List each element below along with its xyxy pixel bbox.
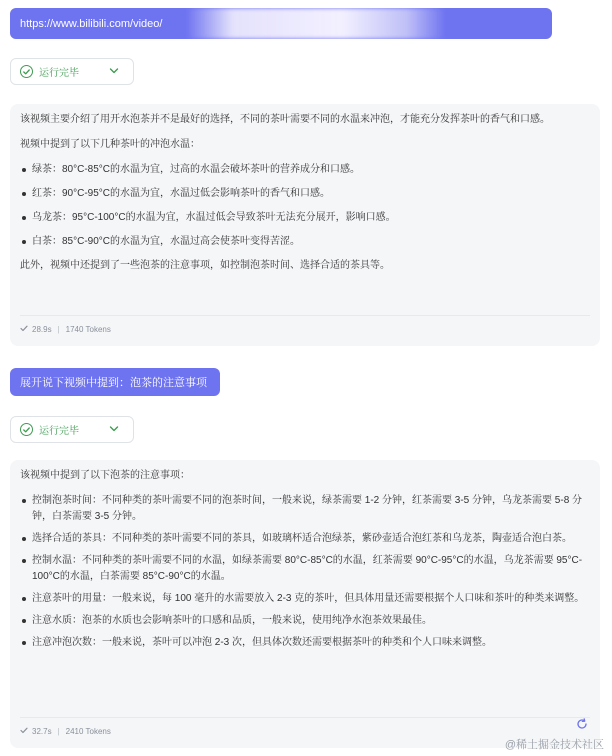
list-item: 注意茶叶的用量：一般来说，每 100 毫升的水需要放入 2-3 克的茶叶，但具体用量还需要根据个人口味和茶叶的种类来调整。 — [20, 591, 590, 607]
chevron-down-icon[interactable] — [109, 67, 119, 78]
assistant-answer — [10, 460, 600, 748]
list-item: 注意冲泡次数：一般来说，茶叶可以冲泡 2-3 次，但具体次数还需要根据茶叶的种类和个人口味来调整。 — [20, 635, 590, 651]
token-count: 1740 Tokens — [65, 325, 111, 334]
list-item: 注意水质：泡茶的水质也会影响茶叶的口感和品质，一般来说，使用纯净水泡茶效果最佳。 — [20, 613, 590, 629]
user-message-text: https://www.bilibili.com/video/ — [20, 17, 163, 30]
divider: | — [57, 325, 60, 334]
answer-intro: 该视频主要介绍了用开水泡茶并不是最好的选择，不同的茶叶需要不同的水温来冲泡，才能充分发挥茶叶的香气和口感。 — [20, 114, 550, 125]
answer-lead: 该视频中提到了以下泡茶的注意事项： — [20, 470, 190, 481]
list-item: 红茶：90°C-95°C的水温为宜，水温过低会影响茶叶的香气和口感。 — [20, 186, 590, 202]
check-circle-icon — [20, 65, 33, 78]
response-time: 28.9s — [32, 325, 52, 334]
run-status-label: 运行完毕 — [39, 68, 79, 79]
list-item: 乌龙茶：95°C-100°C的水温为宜，水温过低会导致茶叶无法充分展开，影响口感。 — [20, 210, 590, 226]
user-message-followup — [10, 368, 220, 396]
chevron-down-icon[interactable] — [109, 425, 119, 436]
assistant-answer — [10, 104, 600, 346]
run-status-label: 运行完毕 — [39, 426, 79, 437]
list-item: 控制泡茶时间：不同种类的茶叶需要不同的泡茶时间，一般来说，绿茶需要 1-2 分钟，红茶需要 3-5 分钟，乌龙茶需要 5-8 分钟，白茶需要 3-5 分钟。 — [20, 493, 590, 525]
response-time: 32.7s — [32, 727, 52, 736]
refresh-icon[interactable] — [576, 718, 588, 736]
water-temperature-list — [20, 162, 590, 250]
list-item: 绿茶：80°C-85°C的水温为宜，过高的水温会破坏茶叶的营养成分和口感。 — [20, 162, 590, 178]
list-item: 选择合适的茶具：不同种类的茶叶需要不同的茶具，如玻璃杯适合泡绿茶，紫砂壶适合泡红茶和乌龙茶，陶壶适合泡白茶。 — [20, 531, 590, 547]
list-item: 控制水温：不同种类的茶叶需要不同的水温，如绿茶需要 80°C-85°C的水温，红茶需要 90°C-95°C的水温，乌龙茶需要 95°C-100°C的水温，白茶需要 85°C-90°C的水温。 — [20, 553, 590, 585]
brewing-tips-list — [20, 493, 590, 651]
answer-meta — [20, 315, 590, 338]
token-count: 2410 Tokens — [65, 727, 111, 736]
run-status-toggle[interactable] — [10, 416, 134, 443]
check-icon — [20, 724, 28, 740]
redaction-blur — [186, 8, 446, 39]
list-item: 白茶：85°C-90°C的水温为宜，水温过高会使茶叶变得苦涩。 — [20, 234, 590, 250]
check-icon — [20, 322, 28, 338]
user-message-url — [10, 8, 552, 39]
check-circle-icon — [20, 423, 33, 436]
run-status-toggle[interactable] — [10, 58, 134, 85]
user-message-text: 展开说下视频中提到：泡茶的注意事项 — [20, 377, 207, 389]
watermark: @稀土掘金技术社区 — [504, 739, 604, 751]
answer-outro: 此外，视频中还提到了一些泡茶的注意事项，如控制泡茶时间、选择合适的茶具等。 — [20, 260, 390, 271]
answer-lead: 视频中提到了以下几种茶叶的冲泡水温： — [20, 139, 200, 150]
divider: | — [57, 727, 60, 736]
